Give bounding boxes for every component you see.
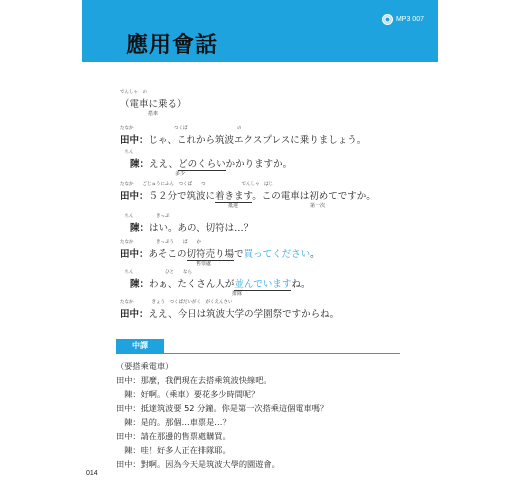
cd-icon xyxy=(382,14,393,25)
audio-track-label[interactable] xyxy=(382,14,424,25)
line-text: ですからね。 xyxy=(282,309,340,320)
grammar-highlight: 買ってください xyxy=(243,249,311,260)
title-ruby: でんしゃ の xyxy=(120,90,147,95)
line-text: じゃ、これから xyxy=(148,135,216,146)
line-text: わぁ、たくさん人が xyxy=(149,279,235,290)
line-text: はい。あの、 xyxy=(149,223,206,234)
line-text: 切符 xyxy=(205,223,225,234)
line-text: 学園祭 xyxy=(253,309,283,320)
line-text: 。 xyxy=(356,135,367,146)
translation-line: 陳：好啊。（乘車）要花多少時間呢？ xyxy=(116,389,260,399)
audio-track-text: MP3 007 xyxy=(395,16,424,23)
dialogue-line xyxy=(120,188,376,202)
translation-line: （要搭乘電車） xyxy=(116,361,174,371)
conversation-title: （電車に乗る） xyxy=(120,99,187,110)
line-text: ５２分で筑波に xyxy=(148,191,216,202)
line-ruby: たなか きょう つくばだいがく がくえんさい xyxy=(120,300,233,305)
title-gloss: 搭車 xyxy=(148,111,159,117)
vocab-term: 並んでいます xyxy=(234,279,292,290)
vocab-gloss: 抵達 xyxy=(228,203,239,209)
speaker: 陳： xyxy=(130,159,150,170)
speaker: 陳： xyxy=(130,279,150,290)
line-ruby: たなか ごじゅうにふん つくば つ でんしゃ はじ xyxy=(120,182,273,187)
line-ruby: たなか つくば の xyxy=(120,126,242,131)
dialogue-line xyxy=(120,246,320,260)
vocab-gloss: 售票處 xyxy=(196,261,212,267)
translation-line: 田中：請在那邊的售票處購買。 xyxy=(116,431,231,441)
speaker: 田中： xyxy=(120,249,149,260)
vocab-term: 着きます xyxy=(215,191,253,202)
translation-section-tab: 中譯 xyxy=(116,339,164,353)
line-text: で xyxy=(234,249,244,260)
speaker: 田中： xyxy=(120,191,149,202)
translation-line: 陳：哇！好多人正在排隊耶。 xyxy=(116,445,231,455)
translation-line: 田中：那麼，我們現在去搭乘筑波快線吧。 xyxy=(116,375,272,385)
line-text: あそこの xyxy=(148,249,187,260)
line-ruby: ちん xyxy=(120,150,134,155)
vocab-gloss: 多少 xyxy=(175,171,186,177)
line-text: は…？ xyxy=(224,223,254,234)
line-text: ええ、今日は筑波大学の xyxy=(148,309,254,320)
translation-line: 田中：對啊。因為今天是筑波大學的園遊會。 xyxy=(116,459,280,469)
page-number: 014 xyxy=(86,470,98,477)
speaker: 田中： xyxy=(120,309,149,320)
line-ruby: ちん ひと なら xyxy=(120,270,192,275)
translation-line: 陳：是的。那個…車票是…？ xyxy=(116,417,231,427)
speaker: 陳： xyxy=(130,223,150,234)
chapter-header xyxy=(82,0,438,62)
line-text: ね。 xyxy=(291,279,311,290)
line-text: 。 xyxy=(310,249,320,260)
vocab-term: どのくらい xyxy=(178,159,226,170)
dialogue-line xyxy=(120,306,339,320)
vocab-term: 切符売り場 xyxy=(186,249,235,260)
section-divider xyxy=(116,353,400,354)
dialogue-line xyxy=(120,220,253,234)
vocab-gloss: 第一次 xyxy=(310,203,326,209)
line-ruby: ちん きっぷ xyxy=(120,214,170,219)
dialogue-line xyxy=(120,276,310,290)
vocab-gloss: 排隊 xyxy=(232,291,243,297)
dialogue-line xyxy=(120,132,366,146)
line-text: 筑波エクスプレスに乗りましょう xyxy=(215,135,357,146)
translation-line: 田中：抵達筑波要 52 分鐘。你是第一次搭乘這個電車嗎？ xyxy=(116,403,329,413)
line-ruby: たなか きっぷう ば か xyxy=(120,240,201,245)
dialogue-line xyxy=(120,156,292,170)
speaker: 田中： xyxy=(120,135,149,146)
line-text: かかりますか。 xyxy=(225,159,293,170)
line-text: 。この電車は初めてですか。 xyxy=(252,191,376,202)
section-title: 應用會話 xyxy=(126,32,219,58)
line-text: ええ、 xyxy=(149,159,179,170)
